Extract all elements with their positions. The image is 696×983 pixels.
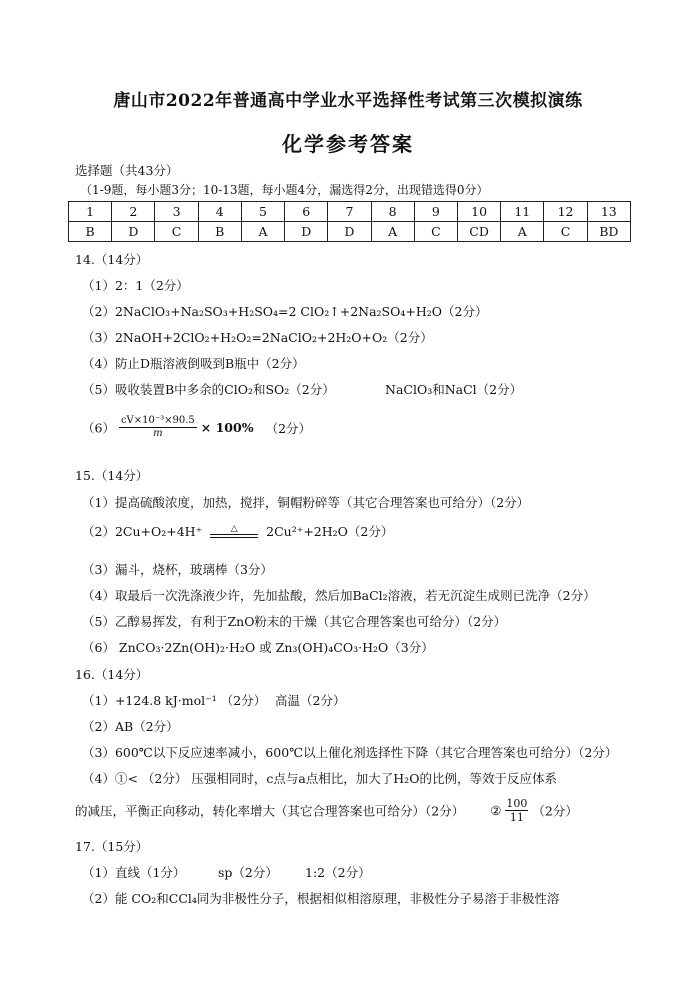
q16-line-5-circ: ② [490, 803, 502, 818]
purity-fraction [119, 415, 197, 440]
q16-line-1a: （1）+124.8 kJ·mol⁻¹ （2分） [82, 693, 267, 708]
table-cell: 10 [457, 202, 500, 222]
choice-heading: 选择题（共43分） [75, 163, 179, 178]
q14-line-4: （4）防止D瓶溶液倒吸到B瓶中（2分） [82, 356, 305, 371]
q15-heading: 15.（14分） [75, 468, 149, 483]
table-cell: C [155, 222, 198, 242]
table-cell: 12 [544, 202, 587, 222]
table-cell: BD [587, 222, 630, 242]
table-cell: 3 [155, 202, 198, 222]
fraction-numerator: 100 [506, 797, 528, 810]
q14-line-1: （1）2：1（2分） [82, 278, 189, 293]
q17-line-1a: （1）直线（1分） [82, 865, 186, 880]
q16-line-4: （4）①< （2分） 压强相同时，c点与a点相比，加大了H₂O的比例，等效于反应体系 [82, 771, 557, 786]
table-cell: 7 [328, 202, 371, 222]
q16-line-5 [75, 797, 578, 824]
q16-line-3: （3）600℃以下反应速率减小，600℃以上催化剂选择性下降（其它合理答案也可给分）（2分） [82, 745, 618, 760]
q15-line-2 [82, 522, 393, 540]
choice-note: （1-9题，每小题3分；10-13题，每小题4分，漏选得2分，出现错选得0分） [80, 183, 489, 197]
q17-line-1c: 1:2（2分） [305, 865, 371, 880]
q15-line-6: （6） ZnCO₃·2Zn(OH)₂·H₂O 或 Zn₃(OH)₄CO₃·H₂O（3分） [82, 640, 434, 655]
table-cell: C [544, 222, 587, 242]
table-cell: A [501, 222, 544, 242]
q14-line-5b: NaClO₃和NaCl（2分） [385, 382, 523, 397]
heating-symbol: △ [230, 523, 238, 534]
table-cell: 5 [241, 202, 284, 222]
table-cell: C [414, 222, 457, 242]
q14-line-6-label: （6） [82, 420, 115, 436]
table-cell: A [241, 222, 284, 242]
table-cell: A [371, 222, 414, 242]
q14-line-6-tail: × 100% [200, 420, 254, 435]
q14-line-2: （2）2NaClO₃+Na₂SO₃+H₂SO₄=2 ClO₂↑+2Na₂SO₄+H₂O（2分） [82, 304, 488, 319]
table-cell: 4 [198, 202, 241, 222]
table-cell: B [69, 222, 112, 242]
table-cell: 2 [112, 202, 155, 222]
q14-line-3: （3）2NaOH+2ClO₂+H₂O₂=2NaClO₂+2H₂O+O₂（2分） [82, 330, 433, 345]
table-cell: B [198, 222, 241, 242]
fraction-denominator: m [153, 428, 163, 439]
table-cell: D [285, 222, 328, 242]
q16-heading: 16.（14分） [75, 667, 149, 682]
table-cell: 11 [501, 202, 544, 222]
q15-line-2-left: （2）2Cu+O₂+4H⁺ [82, 524, 203, 539]
q17-line-2: （2）能 CO₂和CCl₄同为非极性分子，根据相似相溶原理，非极性分子易溶于非极性溶 [82, 891, 560, 906]
q14-heading: 14.（14分） [75, 252, 149, 267]
q15-line-5: （5）乙醇易挥发，有利于ZnO粉末的干燥（其它合理答案也可给分）（2分） [82, 614, 507, 629]
fraction-numerator: cV×10⁻³×90.5 [120, 415, 195, 426]
q17-heading: 17.（15分） [75, 839, 149, 854]
table-cell: 13 [587, 202, 630, 222]
question-number-row [69, 202, 631, 222]
q15-line-1: （1）提高硫酸浓度，加热，搅拌，铜帽粉碎等（其它合理答案也可给分）（2分） [82, 495, 530, 510]
table-cell: 8 [371, 202, 414, 222]
q15-line-2-right: 2Cu²⁺+2H₂O（2分） [266, 524, 394, 539]
heating-condition-arrow [210, 525, 258, 538]
q16-line-2: （2）AB（2分） [82, 719, 179, 734]
q17-line-1b: sp（2分） [218, 865, 278, 880]
q14-line-6-score: （2分） [265, 420, 312, 436]
table-cell: CD [457, 222, 500, 242]
q14-line-6 [82, 415, 311, 440]
q15-line-3: （3）漏斗，烧杯，玻璃棒（3分） [82, 562, 273, 577]
q16-line-1b: 高温（2分） [275, 693, 346, 708]
fraction-denominator: 11 [509, 811, 524, 824]
table-cell: 9 [414, 202, 457, 222]
q16-line-5-score: （2分） [532, 803, 578, 819]
q16-line-5-text: 的减压，平衡正向移动，转化率增大（其它合理答案也可给分）（2分） [75, 803, 465, 819]
answer-table [68, 201, 631, 242]
equilibrium-constant-fraction [505, 797, 528, 824]
table-cell: 1 [69, 202, 112, 222]
page-title: 化学参考答案 [282, 132, 414, 156]
table-cell: D [112, 222, 155, 242]
table-cell: 6 [285, 202, 328, 222]
q14-line-5a: （5）吸收装置B中多余的ClO₂和SO₂（2分） [82, 382, 335, 397]
q15-line-4: （4）取最后一次洗涤液少许，先加盐酸，然后加BaCl₂溶液，若无沉淀生成则已洗净（2分） [82, 588, 596, 603]
table-cell: D [328, 222, 371, 242]
exam-title: 唐山市2022年普通高中学业水平选择性考试第三次模拟演练 [113, 91, 583, 111]
answer-row [69, 222, 631, 242]
